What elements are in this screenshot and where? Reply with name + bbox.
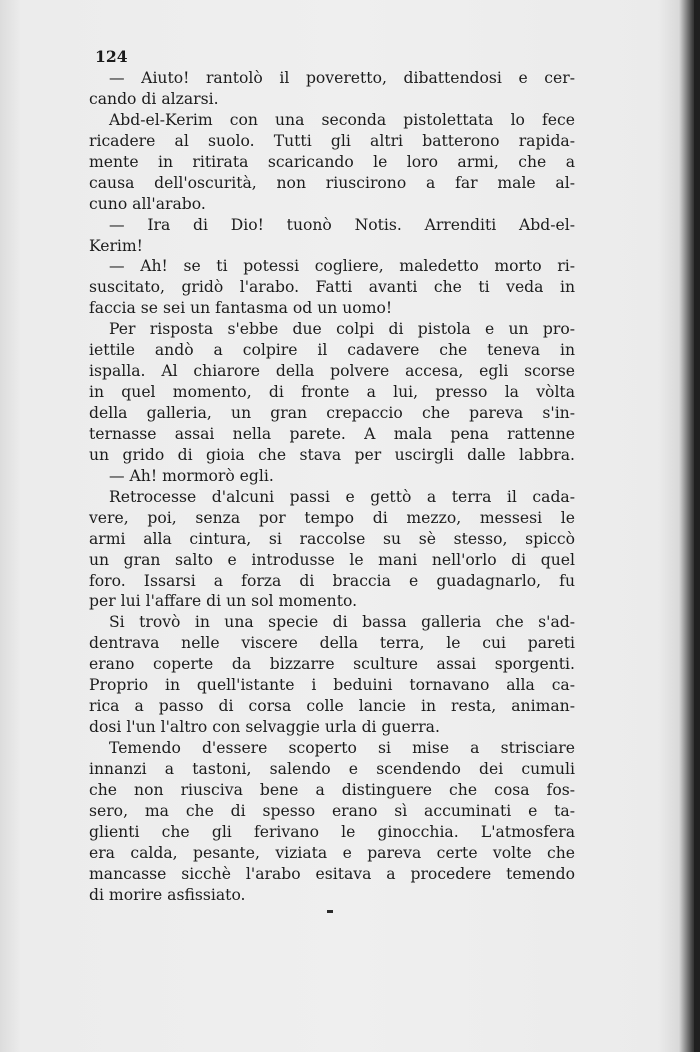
text-line: della galleria, un gran crepaccio che pareva s'in- xyxy=(89,404,575,422)
text-line: in quel momento, di fronte a lui, presso la vòlta xyxy=(89,383,575,402)
text-line: era calda, pesante, viziata e pareva certe volte che xyxy=(89,843,575,862)
text-line: Abd-el-Kerim con una seconda pistolettata lo fece xyxy=(109,110,575,129)
text-line: mente in ritirata scaricando le loro armi, che a xyxy=(89,152,575,171)
text-line: ispalla. Al chiarore della polvere accesa, egli scorse xyxy=(89,362,575,381)
text-line: dentrava nelle viscere della terra, le cui pareti xyxy=(89,634,575,653)
text-line: Si trovò in una specie di bassa galleria che s'ad- xyxy=(109,613,575,632)
text-line: erano coperte da bizzarre sculture assai sporgenti. xyxy=(89,655,575,674)
page-text xyxy=(89,46,575,906)
text-line: sero, ma che di spesso erano sì accuminati e ta- xyxy=(89,801,575,820)
page-number: 124 xyxy=(95,47,128,66)
text-line: faccia se sei un fantasma od un uomo! xyxy=(89,299,393,318)
text-line: dosi l'un l'altro con selvaggie urla di guerra. xyxy=(89,718,440,737)
page-end-mark xyxy=(327,910,333,913)
text-line: rica a passo di corsa colle lancie in resta, animan- xyxy=(89,697,575,716)
text-line: Kerim! xyxy=(89,236,143,255)
text-line: cando di alzarsi. xyxy=(89,89,219,108)
text-line: iettile andò a colpire il cadavere che teneva in xyxy=(89,341,575,360)
text-line: Proprio in quell'istante i beduini tornavano alla ca- xyxy=(89,676,575,695)
text-line: ricadere al suolo. Tutti gli altri batterono rapida- xyxy=(89,131,575,150)
text-line: suscitato, gridò l'arabo. Fatti avanti che ti veda in xyxy=(89,278,575,297)
text-line: per lui l'affare di un sol momento. xyxy=(89,592,358,611)
text-line: glienti che gli ferivano le ginocchia. L'atmosfera xyxy=(89,822,575,841)
text-line: che non riusciva bene a distinguere che cosa fos- xyxy=(89,780,575,799)
text-line: armi alla cintura, si raccolse su sè stesso, spiccò xyxy=(89,529,575,548)
text-line: foro. Issarsi a forza di braccia e guadagnarlo, fu xyxy=(89,571,575,590)
page-edge-shadow xyxy=(694,0,700,1052)
text-line: Retrocesse d'alcuni passi e gettò a terra il cada- xyxy=(109,487,575,506)
text-line: Per risposta s'ebbe due colpi di pistola e un pro- xyxy=(109,320,575,339)
text-line: ternasse assai nella parete. A mala pena rattenne xyxy=(89,424,575,443)
text-line: — Ah! mormorò egli. xyxy=(109,466,274,485)
text-line: vere, poi, senza por tempo di mezzo, messesi le xyxy=(89,508,575,527)
text-line: un grido di gioia che stava per uscirgli dalle labbra. xyxy=(89,445,575,464)
text-line: cuno all'arabo. xyxy=(89,194,206,213)
text-line: un gran salto e introdusse le mani nell'orlo di quel xyxy=(89,550,575,569)
text-line: innanzi a tastoni, salendo e scendendo dei cumuli xyxy=(89,759,575,778)
text-line: causa dell'oscurità, non riuscirono a far male al- xyxy=(89,173,575,192)
text-line: mancasse sicchè l'arabo esitava a procedere temendo xyxy=(89,864,575,883)
text-line: Temendo d'essere scoperto si mise a strisciare xyxy=(109,739,575,757)
text-line: — Ah! se ti potessi cogliere, maledetto morto ri- xyxy=(109,257,575,276)
text-line: di morire asfissiato. xyxy=(89,885,246,904)
text-line: — Ira di Dio! tuonò Notis. Arrenditi Abd-el- xyxy=(109,215,575,234)
text-line: — Aiuto! rantolò il poveretto, dibattendosi e cer- xyxy=(109,69,575,87)
